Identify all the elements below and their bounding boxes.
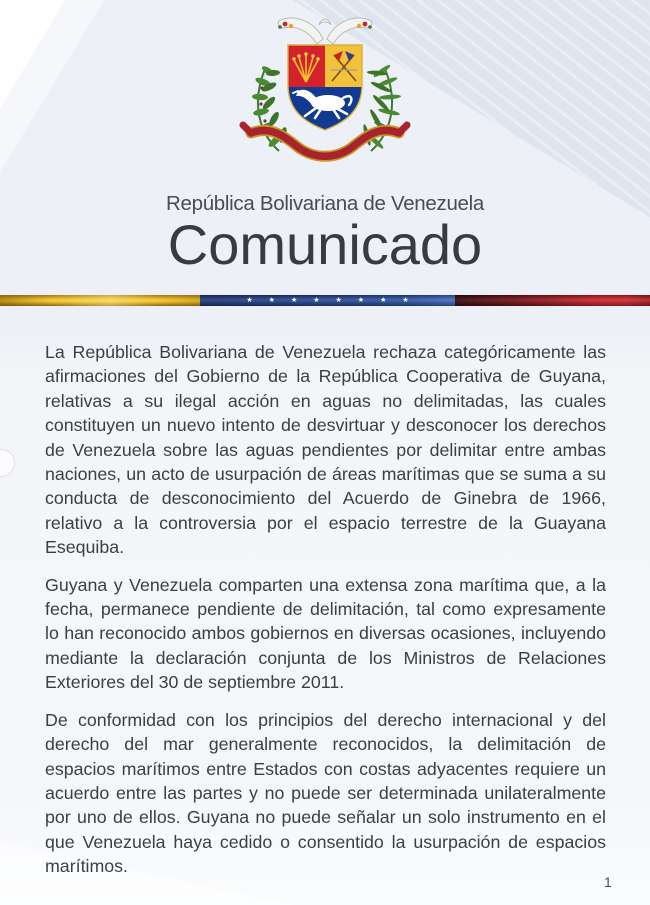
star-icon: ★ [313, 297, 320, 304]
stars-row [200, 295, 455, 306]
star-icon: ★ [290, 297, 298, 304]
star-icon: ★ [246, 297, 253, 304]
divider-red-band [455, 295, 650, 306]
paragraph-1: La República Bolivariana de Venezuela rechaza categóricamente las afirmaciones del Gobierno de la República Cooperativa de Guyana, relativas a su ilegal acción en aguas no delimitadas, las cuales constituyen un nuevo intento de desvirtuar y desconocer los derechos de Venezuela sobre las aguas pendientes por delimitar entre ambas naciones, un acto de usurpación de áreas marítimas que se suma a su conducta de desconocimiento del Acuerdo de Ginebra de 1966, relativo a la controversia por el espacio terrestre de la Guayana Esequiba. [45, 342, 606, 558]
cornucopia-icons [278, 18, 372, 44]
star-icon: ★ [335, 297, 342, 304]
star-icon: ★ [380, 297, 387, 304]
divider-yellow-band [0, 295, 200, 306]
document-text [45, 340, 606, 892]
paragraph-2: Guyana y Venezuela comparten una extensa zona marítima que, a la fecha, permanece pendiente de delimitación, tal como expresamente lo han reconocido ambos gobiernos en diversas ocasiones, incluyendo mediante la declaración conjunta de los Ministros de Relaciones Exteriores del 30 de septiembre 2011. [45, 574, 606, 693]
venezuela-coat-of-arms [235, 8, 415, 180]
country-name: República Bolivariana de Venezuela [165, 192, 485, 215]
page-title: Comunicado [167, 213, 483, 276]
star-icon: ★ [268, 297, 275, 304]
shield-icon [288, 45, 362, 132]
divider-blue-band [200, 295, 455, 306]
star-icon: ★ [357, 297, 365, 304]
tricolor-divider [0, 295, 650, 306]
coat-of-arms-svg [235, 8, 415, 180]
star-icon: ★ [402, 297, 409, 304]
paragraph-3: De conformidad con los principios del derecho internacional y del derecho del mar generalmente reconocidos, la delimitación de espacios marítimos entre Estados con costas adyacentes requiere un acuerdo entre las partes y no puede ser determinada unilateralmente por uno de ellos. Guyana no puede señalar un solo instrumento en el que Venezuela haya cedido o consentido la usurpación de espacios marítimos. [45, 709, 606, 877]
page-number: 1 [604, 874, 612, 890]
